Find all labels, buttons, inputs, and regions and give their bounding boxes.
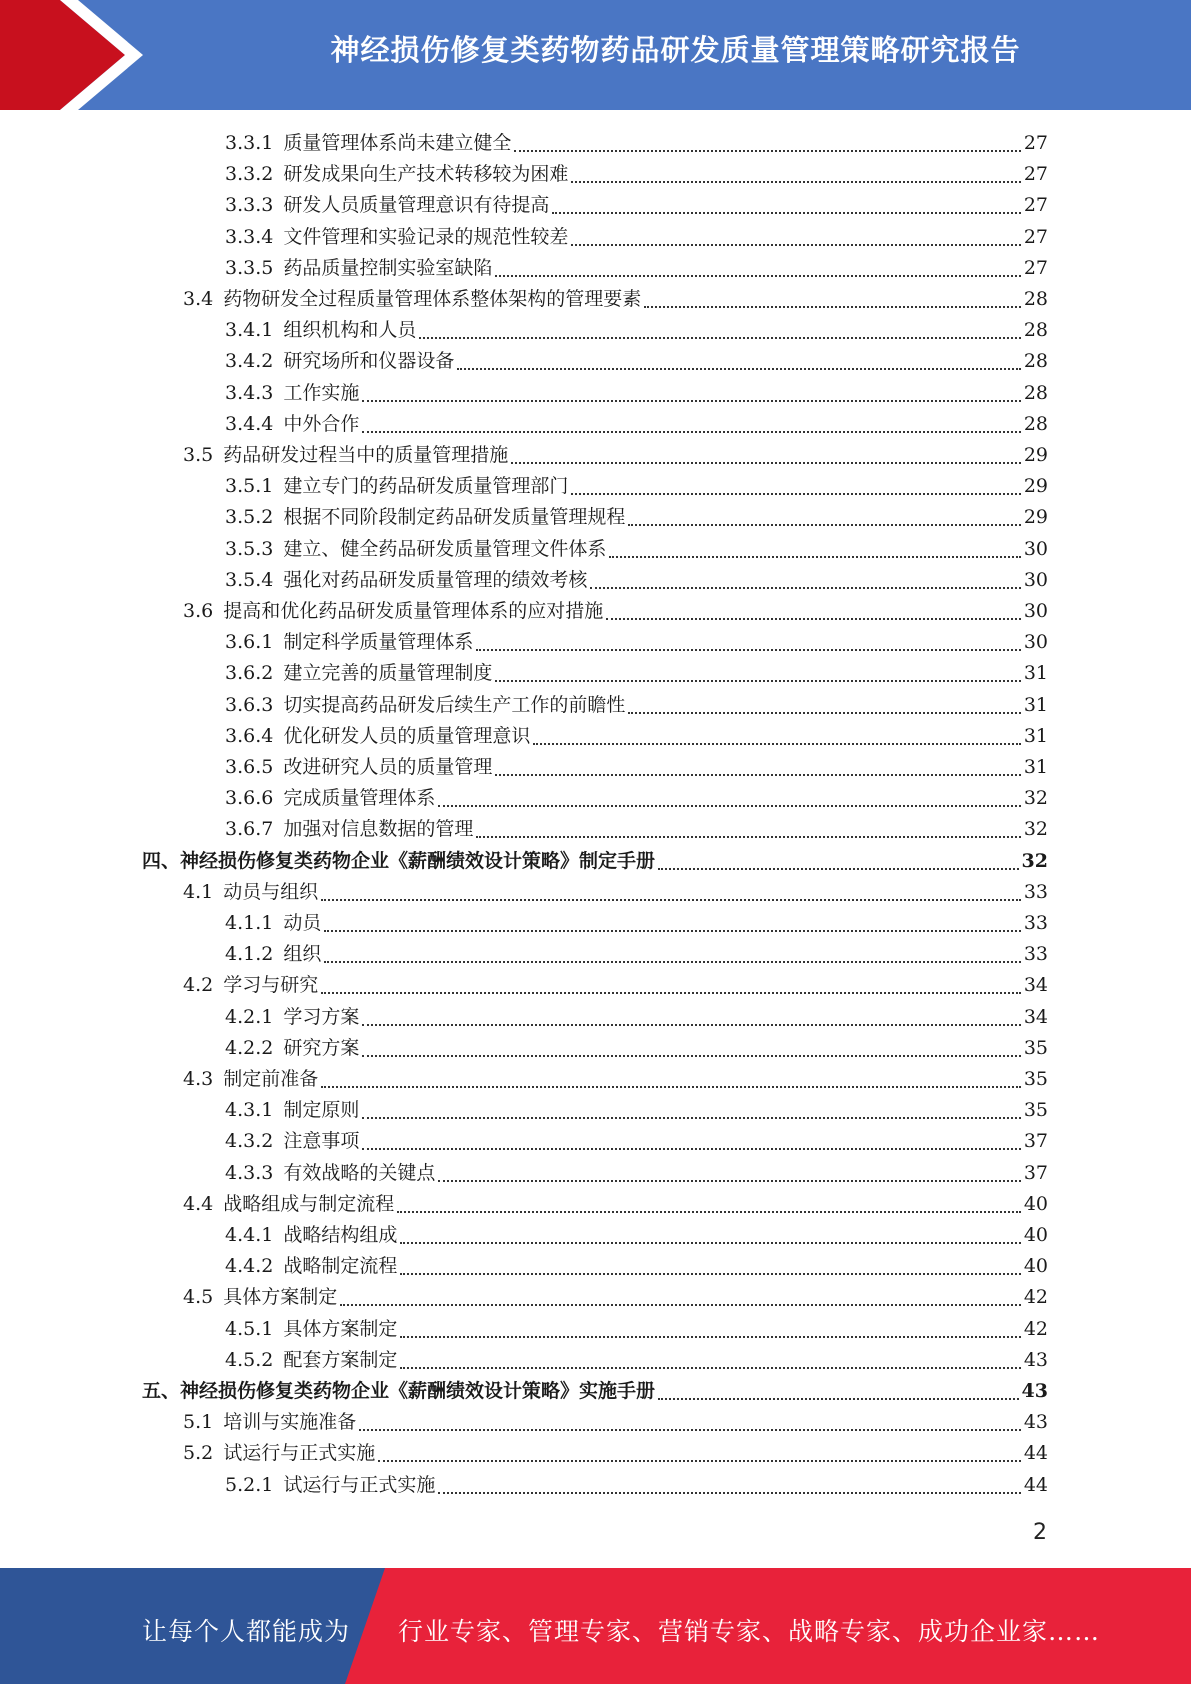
toc-entry-text: 改进研究人员的质量管理 [283,756,493,778]
toc-entry[interactable] [183,970,1048,1001]
toc-dot-leader [476,649,1020,651]
toc-entry-text: 文件管理和实验记录的规范性较差 [283,225,569,248]
toc-entry-title [225,783,435,814]
toc-entry-number: 3.3.3 [225,194,274,217]
toc-dot-leader [324,930,1020,932]
toc-entry[interactable] [225,128,1048,159]
toc-entry-title [225,471,568,502]
toc-entry[interactable] [225,409,1048,440]
toc-entry[interactable] [225,502,1048,533]
toc-entry-page: 28 [1023,381,1048,404]
toc-entry-page: 30 [1023,537,1048,560]
toc-entry[interactable] [225,159,1048,190]
toc-entry[interactable] [225,783,1048,814]
toc-dot-leader [658,1398,1019,1400]
toc-entry-text: 动员与组织 [223,880,319,903]
toc-entry-text: 药品质量控制实验室缺陷 [283,256,493,279]
toc-entry-title [183,284,641,315]
toc-entry-page: 42 [1023,1286,1048,1309]
toc-entry-text: 培训与实施准备 [223,1411,357,1434]
toc-entry[interactable] [225,627,1048,658]
toc-entry[interactable] [183,1438,1048,1469]
toc-entry-page: 32 [1023,818,1048,841]
toc-entry-title [225,346,454,377]
toc-entry[interactable] [225,1314,1048,1345]
toc-entry-title [225,502,625,533]
toc-entry-title [225,690,625,721]
toc-entry-number: 3.3.2 [225,163,274,186]
toc-entry-number: 3.6.2 [225,662,274,685]
toc-entry-page: 29 [1023,475,1048,498]
toc-entry-number: 3.6.5 [225,756,274,778]
toc-entry-page: 43 [1023,1411,1048,1434]
document-title: 神经损伤修复类药物药品研发质量管理策略研究报告 [330,33,1021,67]
toc-entry[interactable] [183,1064,1048,1095]
toc-entry-text: 动员 [283,912,322,934]
toc-entry-title [225,128,511,159]
toc-dot-leader [495,680,1020,682]
toc-entry-title [225,658,492,689]
toc-entry-page: 29 [1023,506,1048,529]
toc-entry[interactable] [225,1126,1048,1157]
toc-entry-title [225,565,587,596]
toc-entry-number: 3.4.3 [225,381,274,404]
toc-entry-title [142,1376,655,1407]
toc-entry-text: 提高和优化药品研发质量管理体系的应对措施 [223,600,604,622]
toc-entry-title [142,846,655,877]
toc-entry-title [225,1126,359,1157]
toc-entry-number: 3.6.7 [225,818,274,841]
toc-entry-text: 具体方案制定 [223,1286,338,1309]
toc-entry-number: 4.3.1 [225,1099,274,1122]
toc-entry-page: 29 [1023,444,1048,466]
toc-entry-text: 组织机构和人员 [283,319,417,342]
toc-entry[interactable] [225,1470,1048,1501]
toc-entry[interactable] [225,471,1048,502]
toc-entry-title [183,1282,337,1313]
toc-entry-page: 40 [1023,1224,1048,1246]
toc-entry-page: 28 [1023,319,1048,342]
toc-entry-page: 34 [1023,974,1048,997]
toc-entry-number: 4.1.2 [225,943,274,966]
toc-dot-leader [609,556,1020,558]
toc-entry-number: 3.6.3 [225,693,274,716]
toc-entry-number: 4.2 [183,974,214,997]
toc-dot-leader [340,1304,1021,1306]
toc-dot-leader [397,1211,1021,1213]
toc-entry-text: 战略结构组成 [283,1224,398,1246]
toc-entry-title [225,315,416,346]
toc-entry-page: 30 [1023,568,1048,591]
toc-dot-leader [628,524,1020,526]
toc-dot-leader [362,1117,1020,1119]
toc-entry-page: 43 [1021,1380,1048,1402]
toc-entry-number: 4.5.1 [225,1317,274,1340]
toc-entry-title [225,378,359,409]
toc-entry[interactable] [183,1282,1048,1313]
toc-entry-number: 4.3.3 [225,1161,274,1184]
toc-entry-title [183,1064,318,1095]
toc-entry-text: 有效战略的关键点 [283,1161,436,1184]
toc-entry-title [183,1407,356,1438]
toc-dot-leader [571,244,1020,246]
toc-entry-page: 35 [1023,1036,1048,1059]
toc-dot-leader [658,868,1019,870]
toc-entry-title [183,970,318,1001]
toc-entry[interactable] [183,1189,1048,1220]
toc-entry-text: 试运行与正式实施 [223,1442,376,1465]
toc-entry-text: 试运行与正式实施 [283,1473,436,1496]
toc-dot-leader [362,1024,1020,1026]
toc-entry-text: 切实提高药品研发后续生产工作的前瞻性 [283,693,626,716]
toc-entry-text: 药品研发过程当中的质量管理措施 [223,444,509,466]
toc-entry[interactable] [183,1407,1048,1438]
toc-entry-number: 4.3.2 [225,1130,274,1153]
toc-entry-number: 5.2.1 [225,1473,274,1496]
toc-entry-number: 3.5.3 [225,537,274,560]
toc-dot-leader [321,992,1021,994]
toc-entry-number: 3.3.1 [225,132,274,154]
toc-entry-page: 33 [1023,912,1048,934]
toc-entry[interactable] [225,222,1048,253]
toc-entry-page: 31 [1023,756,1048,778]
toc-entry-title [183,1189,394,1220]
toc-entry[interactable] [225,908,1048,939]
toc-entry-number: 3.3.5 [225,256,274,279]
toc-entry-page: 35 [1023,1099,1048,1122]
toc-entry-number: 3.5 [183,444,214,466]
toc-dot-leader [321,899,1021,901]
toc-entry[interactable] [225,315,1048,346]
toc-dot-leader [400,1336,1020,1338]
toc-entry-number: 3.3.4 [225,225,274,248]
toc-entry-text: 战略制定流程 [283,1255,398,1278]
toc-entry-text: 制定前准备 [223,1068,319,1090]
toc-dot-leader [628,712,1020,714]
toc-entry-page: 37 [1023,1130,1048,1153]
toc-dot-leader [606,618,1021,620]
toc-entry[interactable] [225,1345,1048,1376]
toc-entry-title [225,627,473,658]
toc-entry-number: 4.4.1 [225,1224,274,1246]
toc-entry-page: 40 [1023,1192,1048,1215]
toc-entry[interactable] [225,534,1048,565]
toc-entry-text: 建立、健全药品研发质量管理文件体系 [283,537,607,560]
toc-dot-leader [438,1492,1020,1494]
toc-entry-number: 4.2.2 [225,1036,274,1059]
toc-entry[interactable] [142,846,1048,877]
toc-entry-number: 4.2.1 [225,1005,274,1028]
toc-dot-leader [590,587,1020,589]
toc-entry-text: 学习与研究 [223,974,319,997]
toc-entry-text: 研究方案 [283,1036,360,1059]
toc-entry-text: 学习方案 [283,1005,360,1028]
toc-dot-leader [362,1148,1020,1150]
toc-entry[interactable] [183,440,1048,471]
toc-entry-page: 34 [1023,1005,1048,1028]
toc-entry-title [225,721,530,752]
toc-entry-number: 3.5.1 [225,475,274,498]
toc-entry-number: 3.5.4 [225,568,274,591]
toc-dot-leader [378,1460,1021,1462]
toc-entry-page: 31 [1023,662,1048,685]
toc-entry-text: 四、神经损伤修复类药物企业《薪酬绩效设计策略》制定手册 [142,849,656,872]
toc-entry-title [225,190,549,221]
toc-dot-leader [476,836,1020,838]
toc-dot-leader [514,150,1020,152]
toc-entry-number: 4.5 [183,1286,214,1309]
toc-dot-leader [419,337,1020,339]
toc-entry-text: 质量管理体系尚未建立健全 [283,132,512,154]
toc-entry-text: 注意事项 [283,1130,360,1153]
toc-entry-title [225,534,606,565]
toc-entry[interactable] [225,1002,1048,1033]
toc-entry-page: 40 [1023,1255,1048,1278]
toc-dot-leader [400,1367,1020,1369]
toc-entry-page: 28 [1023,350,1048,373]
toc-entry[interactable] [225,253,1048,284]
toc-entry-page: 32 [1023,787,1048,810]
toc-dot-leader [457,368,1020,370]
toc-entry-text: 具体方案制定 [283,1317,398,1340]
toc-entry-page: 33 [1023,880,1048,903]
toc-dot-leader [571,493,1020,495]
toc-entry[interactable] [225,814,1048,845]
toc-entry[interactable] [225,1033,1048,1064]
toc-entry-number: 3.6.1 [225,631,274,654]
toc-entry-title [225,1095,359,1126]
toc-entry-title [225,222,568,253]
toc-entry[interactable] [225,721,1048,752]
toc-entry[interactable] [225,565,1048,596]
toc-entry[interactable] [183,877,1048,908]
toc-entry[interactable] [225,1158,1048,1189]
toc-dot-leader [495,774,1020,776]
toc-entry-text: 研发人员质量管理意识有待提高 [283,194,550,217]
toc-entry-page: 33 [1023,943,1048,966]
toc-entry-text: 加强对信息数据的管理 [283,818,474,841]
toc-entry[interactable] [142,1376,1048,1407]
toc-entry-title [225,1158,435,1189]
toc-entry[interactable] [225,658,1048,689]
toc-entry-number: 5.1 [183,1411,214,1434]
toc-entry-number: 3.4 [183,288,214,310]
toc-dot-leader [321,1086,1021,1088]
toc-dot-leader [362,1055,1020,1057]
toc-entry-page: 42 [1023,1317,1048,1340]
toc-entry-page: 27 [1023,194,1048,217]
toc-entry-text: 工作实施 [283,381,360,404]
page-number: 2 [1033,1520,1047,1545]
toc-dot-leader [571,181,1020,183]
footer-slogan-left: 让每个人都能成为 [142,1617,351,1646]
toc-entry-title [225,409,359,440]
toc-entry-number: 4.3 [183,1068,214,1090]
toc-entry-page: 27 [1023,225,1048,248]
toc-dot-leader [400,1273,1020,1275]
header-red-chevron [0,0,125,110]
toc-entry-title [225,1251,397,1282]
toc-entry-page: 28 [1023,288,1048,310]
toc-entry-page: 27 [1023,132,1048,154]
toc-entry[interactable] [225,690,1048,721]
toc-entry-page: 31 [1023,693,1048,716]
toc-entry-text: 建立完善的质量管理制度 [283,662,493,685]
toc-entry-text: 完成质量管理体系 [283,787,436,810]
toc-entry-title [225,1470,435,1501]
toc-entry[interactable] [225,1220,1048,1251]
toc-entry-text: 药物研发全过程质量管理体系整体架构的管理要素 [223,288,642,310]
toc-entry-title [225,1220,397,1251]
toc-entry-number: 3.6.4 [225,724,274,747]
toc-entry-page: 44 [1023,1473,1048,1496]
toc-entry-page: 31 [1023,724,1048,747]
toc-entry-number: 3.6.6 [225,787,274,810]
toc-entry[interactable] [183,284,1048,315]
toc-entry-page: 44 [1023,1442,1048,1465]
toc-dot-leader [552,212,1020,214]
toc-entry-page: 27 [1023,256,1048,279]
toc-entry-title [225,159,568,190]
toc-entry-text: 强化对药品研发质量管理的绩效考核 [283,568,588,591]
toc-entry-text: 优化研发人员的质量管理意识 [283,724,531,747]
toc-dot-leader [533,743,1020,745]
toc-dot-leader [359,1429,1021,1431]
toc-entry-page: 37 [1023,1161,1048,1184]
toc-dot-leader [511,462,1021,464]
toc-entry[interactable] [183,596,1048,627]
toc-entry-title [183,596,603,627]
toc-entry-title [225,253,492,284]
toc-entry-number: 5.2 [183,1442,214,1465]
toc-dot-leader [495,275,1020,277]
toc-entry-text: 制定原则 [283,1099,360,1122]
toc-entry-page: 32 [1021,849,1048,872]
toc-entry-page: 35 [1023,1068,1048,1090]
toc-entry[interactable] [225,1251,1048,1282]
toc-entry-title [225,1314,397,1345]
toc-entry-number: 3.5.2 [225,506,274,529]
toc-entry-number: 4.4.2 [225,1255,274,1278]
toc-entry-text: 配套方案制定 [283,1348,398,1371]
toc-dot-leader [362,400,1020,402]
toc-entry-title [183,877,318,908]
toc-entry-title [225,939,321,970]
toc-entry-title [225,908,321,939]
toc-entry[interactable] [225,939,1048,970]
toc-dot-leader [324,961,1020,963]
toc-entry-text: 制定科学质量管理体系 [283,631,474,654]
toc-entry-number: 4.1 [183,880,214,903]
toc-entry-title [225,1033,359,1064]
toc-dot-leader [438,805,1020,807]
footer-slogan-right: 行业专家、管理专家、营销专家、战略专家、成功企业家…… [398,1617,1101,1646]
toc-entry[interactable] [225,190,1048,221]
toc-entry-number: 3.4.1 [225,319,274,342]
toc-entry[interactable] [225,752,1048,783]
toc-entry-number: 4.5.2 [225,1348,274,1371]
toc-dot-leader [400,1242,1020,1244]
toc-dot-leader [644,306,1021,308]
toc-entry-text: 建立专门的药品研发质量管理部门 [283,475,569,498]
toc-entry-page: 27 [1023,163,1048,186]
toc-dot-leader [362,431,1020,433]
toc-entry-title [225,752,492,783]
toc-entry-text: 中外合作 [283,412,360,435]
toc-dot-leader [438,1180,1020,1182]
toc-entry-page: 30 [1023,631,1048,654]
toc-entry-number: 4.4 [183,1192,214,1215]
toc-entry-title [225,814,473,845]
toc-entry-page: 43 [1023,1348,1048,1371]
toc-entry-text: 研究场所和仪器设备 [283,350,455,373]
toc-entry-text: 研发成果向生产技术转移较为困难 [283,163,569,186]
toc-entry-text: 组织 [283,943,322,966]
toc-entry-number: 4.1.1 [225,912,274,934]
toc-entry[interactable] [225,378,1048,409]
toc-entry-text: 根据不同阶段制定药品研发质量管理规程 [283,506,626,529]
toc-entry-number: 3.4.2 [225,350,274,373]
toc-entry-title [183,1438,375,1469]
toc-entry-page: 30 [1023,600,1048,622]
toc-entry-number: 3.4.4 [225,412,274,435]
toc-entry-title [225,1002,359,1033]
toc-entry-title [183,440,508,471]
toc-entry-text: 五、神经损伤修复类药物企业《薪酬绩效设计策略》实施手册 [142,1380,656,1402]
toc-entry-number: 3.6 [183,600,214,622]
toc-entry[interactable] [225,346,1048,377]
toc-entry-page: 28 [1023,412,1048,435]
toc-entry[interactable] [225,1095,1048,1126]
toc-entry-text: 战略组成与制定流程 [223,1192,395,1215]
toc-entry-title [225,1345,397,1376]
page-header [0,0,1191,110]
